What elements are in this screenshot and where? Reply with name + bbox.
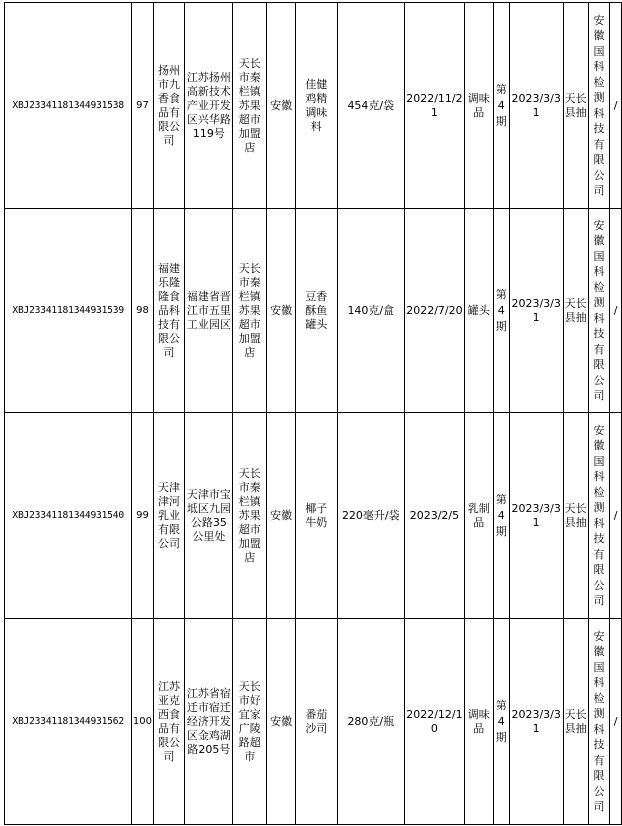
table-row <box>5 619 622 825</box>
production-date-cell: 2022/11/21 <box>405 3 465 209</box>
sequence-cell: 100 <box>132 619 153 825</box>
sampled-store-cell: 天长市秦栏镇苏果超市加盟店 <box>233 209 267 413</box>
sample-code-cell: XBJ23341181344931562 <box>5 619 132 825</box>
producer-cell: 扬州市九香食品有限公司 <box>153 3 185 209</box>
period-cell: 第4期 <box>493 209 509 413</box>
spec-cell: 140克/盒 <box>337 209 405 413</box>
producer-address-cell: 江苏省宿迁市宿迁经济开发区金鸡湖路205号 <box>185 619 233 825</box>
producer-address-cell: 福建省晋江市五里工业园区 <box>185 209 233 413</box>
category-cell: 调味品 <box>464 619 493 825</box>
sample-code-cell: XBJ23341181344931538 <box>5 3 132 209</box>
sampling-type-cell: 天长县抽 <box>563 209 588 413</box>
remark-cell: / <box>610 3 622 209</box>
product-name-cell: 番茄沙司 <box>296 619 337 825</box>
testing-org-cell: 安徽国科检测科技有限公司 <box>588 413 610 619</box>
producer-cell: 天津津河乳业有限公司 <box>153 413 185 619</box>
table-row <box>5 413 622 619</box>
announce-date-cell: 2023/3/31 <box>509 413 563 619</box>
announce-date-cell: 2023/3/31 <box>509 619 563 825</box>
sampled-store-cell: 天长市好宜家广陵路超市 <box>233 619 267 825</box>
production-date-cell: 2022/7/20 <box>405 209 465 413</box>
producer-address-cell: 江苏扬州高新技术产业开发区兴华路119号 <box>185 3 233 209</box>
category-cell: 罐头 <box>464 209 493 413</box>
period-cell: 第4期 <box>493 619 509 825</box>
sampling-type-cell: 天长县抽 <box>563 3 588 209</box>
category-cell: 乳制品 <box>464 413 493 619</box>
province-cell: 安徽 <box>267 209 296 413</box>
province-cell: 安徽 <box>267 619 296 825</box>
product-name-cell: 豆香酥鱼罐头 <box>296 209 337 413</box>
table-row <box>5 3 622 209</box>
producer-cell: 福建乐隆隆食品科技有限公司 <box>153 209 185 413</box>
testing-org-cell: 安徽国科检测科技有限公司 <box>588 3 610 209</box>
sequence-cell: 99 <box>132 413 153 619</box>
table-row <box>5 209 622 413</box>
production-date-cell: 2023/2/5 <box>405 413 465 619</box>
remark-cell: / <box>610 209 622 413</box>
testing-org-cell: 安徽国科检测科技有限公司 <box>588 209 610 413</box>
remark-cell: / <box>610 413 622 619</box>
producer-address-cell: 天津市宝坻区九园公路35公里处 <box>185 413 233 619</box>
spec-cell: 220毫升/袋 <box>337 413 405 619</box>
spec-cell: 280克/瓶 <box>337 619 405 825</box>
province-cell: 安徽 <box>267 3 296 209</box>
sample-code-cell: XBJ23341181344931539 <box>5 209 132 413</box>
sequence-cell: 98 <box>132 209 153 413</box>
period-cell: 第4期 <box>493 413 509 619</box>
province-cell: 安徽 <box>267 413 296 619</box>
sampled-store-cell: 天长市秦栏镇苏果超市加盟店 <box>233 3 267 209</box>
production-date-cell: 2022/12/10 <box>405 619 465 825</box>
sampled-store-cell: 天长市秦栏镇苏果超市加盟店 <box>233 413 267 619</box>
testing-org-cell: 安徽国科检测科技有限公司 <box>588 619 610 825</box>
sample-code-cell: XBJ23341181344931540 <box>5 413 132 619</box>
inspection-results-table <box>4 2 622 825</box>
spec-cell: 454克/袋 <box>337 3 405 209</box>
category-cell: 调味品 <box>464 3 493 209</box>
announce-date-cell: 2023/3/31 <box>509 209 563 413</box>
product-name-cell: 椰子牛奶 <box>296 413 337 619</box>
remark-cell: / <box>610 619 622 825</box>
sampling-type-cell: 天长县抽 <box>563 413 588 619</box>
announce-date-cell: 2023/3/31 <box>509 3 563 209</box>
sampling-type-cell: 天长县抽 <box>563 619 588 825</box>
producer-cell: 江苏亚克西食品有限公司 <box>153 619 185 825</box>
sequence-cell: 97 <box>132 3 153 209</box>
period-cell: 第4期 <box>493 3 509 209</box>
product-name-cell: 佳健鸡精调味料 <box>296 3 337 209</box>
